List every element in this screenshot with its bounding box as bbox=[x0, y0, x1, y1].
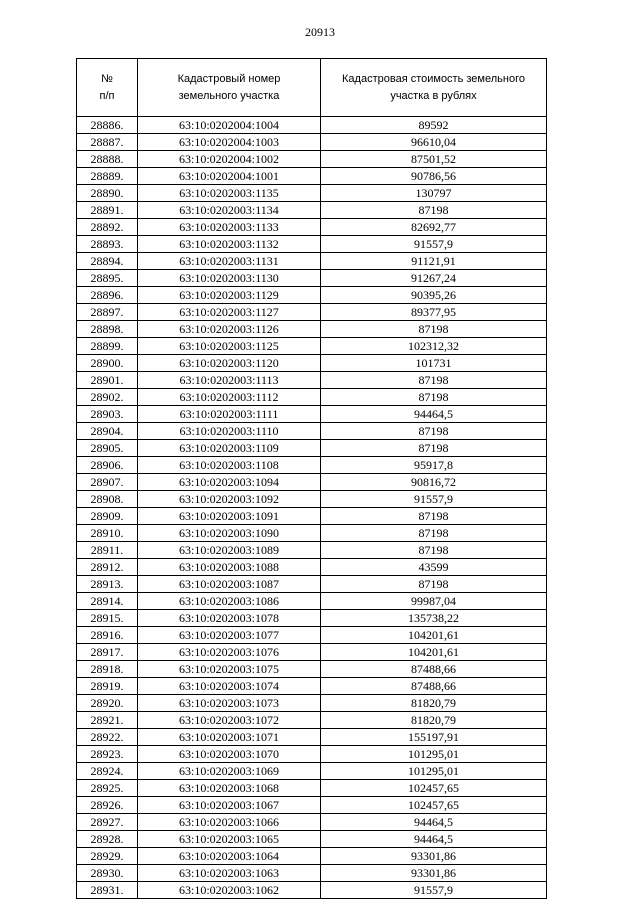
table-row bbox=[77, 678, 547, 695]
cadastral-value: 93301,86 bbox=[321, 848, 547, 865]
cadastral-number: 63:10:0202003:1077 bbox=[138, 627, 321, 644]
header-number: № п/п bbox=[77, 59, 138, 117]
row-number: 28904. bbox=[77, 423, 138, 440]
cadastral-number: 63:10:0202003:1088 bbox=[138, 559, 321, 576]
cadastral-value: 87198 bbox=[321, 321, 547, 338]
cadastral-value: 101295,01 bbox=[321, 746, 547, 763]
cadastral-value: 90786,56 bbox=[321, 168, 547, 185]
table-row bbox=[77, 780, 547, 797]
header-cadastral-value: Кадастровая стоимость земельного участка в рублях bbox=[321, 59, 547, 117]
table-row bbox=[77, 117, 547, 134]
table-row bbox=[77, 729, 547, 746]
table-row bbox=[77, 593, 547, 610]
cadastral-number: 63:10:0202003:1086 bbox=[138, 593, 321, 610]
row-number: 28923. bbox=[77, 746, 138, 763]
table-row bbox=[77, 321, 547, 338]
table-row bbox=[77, 338, 547, 355]
cadastral-number: 63:10:0202003:1129 bbox=[138, 287, 321, 304]
cadastral-value: 94464,5 bbox=[321, 406, 547, 423]
cadastral-number: 63:10:0202003:1090 bbox=[138, 525, 321, 542]
table-row bbox=[77, 848, 547, 865]
cadastral-number: 63:10:0202003:1076 bbox=[138, 644, 321, 661]
cadastral-value: 81820,79 bbox=[321, 695, 547, 712]
table-row bbox=[77, 151, 547, 168]
table-row bbox=[77, 202, 547, 219]
cadastral-value: 81820,79 bbox=[321, 712, 547, 729]
cadastral-number: 63:10:0202004:1002 bbox=[138, 151, 321, 168]
row-number: 28892. bbox=[77, 219, 138, 236]
table-row bbox=[77, 372, 547, 389]
cadastral-number: 63:10:0202003:1072 bbox=[138, 712, 321, 729]
cadastral-value: 91557,9 bbox=[321, 236, 547, 253]
table-row bbox=[77, 610, 547, 627]
row-number: 28897. bbox=[77, 304, 138, 321]
cadastral-number: 63:10:0202003:1073 bbox=[138, 695, 321, 712]
cadastral-number: 63:10:0202003:1065 bbox=[138, 831, 321, 848]
row-number: 28905. bbox=[77, 440, 138, 457]
cadastral-value: 87501,52 bbox=[321, 151, 547, 168]
cadastral-value: 99987,04 bbox=[321, 593, 547, 610]
cadastral-value: 90395,26 bbox=[321, 287, 547, 304]
table-row bbox=[77, 797, 547, 814]
cadastral-value: 87488,66 bbox=[321, 661, 547, 678]
cadastral-number: 63:10:0202003:1133 bbox=[138, 219, 321, 236]
cadastral-value: 87198 bbox=[321, 423, 547, 440]
row-number: 28920. bbox=[77, 695, 138, 712]
row-number: 28914. bbox=[77, 593, 138, 610]
table-row bbox=[77, 236, 547, 253]
row-number: 28895. bbox=[77, 270, 138, 287]
table-row bbox=[77, 865, 547, 882]
cadastral-number: 63:10:0202003:1069 bbox=[138, 763, 321, 780]
row-number: 28899. bbox=[77, 338, 138, 355]
cadastral-number: 63:10:0202003:1120 bbox=[138, 355, 321, 372]
cadastral-value: 135738,22 bbox=[321, 610, 547, 627]
cadastral-number: 63:10:0202003:1074 bbox=[138, 678, 321, 695]
table-row bbox=[77, 831, 547, 848]
table-row bbox=[77, 406, 547, 423]
cadastral-number: 63:10:0202003:1135 bbox=[138, 185, 321, 202]
cadastral-value: 104201,61 bbox=[321, 644, 547, 661]
cadastral-value: 94464,5 bbox=[321, 831, 547, 848]
table-row bbox=[77, 389, 547, 406]
cadastral-number: 63:10:0202003:1110 bbox=[138, 423, 321, 440]
cadastral-value: 101295,01 bbox=[321, 763, 547, 780]
row-number: 28893. bbox=[77, 236, 138, 253]
row-number: 28925. bbox=[77, 780, 138, 797]
table-row bbox=[77, 508, 547, 525]
cadastral-number: 63:10:0202003:1127 bbox=[138, 304, 321, 321]
row-number: 28913. bbox=[77, 576, 138, 593]
row-number: 28924. bbox=[77, 763, 138, 780]
cadastral-number: 63:10:0202003:1134 bbox=[138, 202, 321, 219]
cadastral-number: 63:10:0202003:1071 bbox=[138, 729, 321, 746]
cadastral-value: 95917,8 bbox=[321, 457, 547, 474]
cadastral-number: 63:10:0202003:1066 bbox=[138, 814, 321, 831]
row-number: 28906. bbox=[77, 457, 138, 474]
row-number: 28922. bbox=[77, 729, 138, 746]
cadastral-number: 63:10:0202003:1109 bbox=[138, 440, 321, 457]
row-number: 28929. bbox=[77, 848, 138, 865]
cadastral-value: 87198 bbox=[321, 389, 547, 406]
row-number: 28918. bbox=[77, 661, 138, 678]
table-row bbox=[77, 474, 547, 491]
cadastral-number: 63:10:0202003:1131 bbox=[138, 253, 321, 270]
row-number: 28916. bbox=[77, 627, 138, 644]
row-number: 28898. bbox=[77, 321, 138, 338]
cadastral-value: 90816,72 bbox=[321, 474, 547, 491]
cadastral-number: 63:10:0202003:1094 bbox=[138, 474, 321, 491]
table-row bbox=[77, 695, 547, 712]
cadastral-value: 87488,66 bbox=[321, 678, 547, 695]
row-number: 28887. bbox=[77, 134, 138, 151]
table-row bbox=[77, 304, 547, 321]
table-row bbox=[77, 661, 547, 678]
cadastral-number: 63:10:0202003:1130 bbox=[138, 270, 321, 287]
cadastral-number: 63:10:0202003:1064 bbox=[138, 848, 321, 865]
cadastral-number: 63:10:0202003:1111 bbox=[138, 406, 321, 423]
cadastral-number: 63:10:0202003:1068 bbox=[138, 780, 321, 797]
table-row bbox=[77, 644, 547, 661]
cadastral-number: 63:10:0202004:1001 bbox=[138, 168, 321, 185]
cadastral-number: 63:10:0202003:1067 bbox=[138, 797, 321, 814]
cadastral-number: 63:10:0202003:1089 bbox=[138, 542, 321, 559]
cadastral-number: 63:10:0202003:1113 bbox=[138, 372, 321, 389]
row-number: 28889. bbox=[77, 168, 138, 185]
row-number: 28928. bbox=[77, 831, 138, 848]
cadastral-number: 63:10:0202003:1075 bbox=[138, 661, 321, 678]
table-row bbox=[77, 746, 547, 763]
cadastral-number: 63:10:0202003:1070 bbox=[138, 746, 321, 763]
header-row bbox=[77, 59, 547, 117]
table-row bbox=[77, 712, 547, 729]
cadastral-value: 43599 bbox=[321, 559, 547, 576]
cadastral-number: 63:10:0202004:1003 bbox=[138, 134, 321, 151]
header-cadastral-number: Кадастровый номер земельного участка bbox=[138, 59, 321, 117]
row-number: 28909. bbox=[77, 508, 138, 525]
row-number: 28908. bbox=[77, 491, 138, 508]
cadastral-value: 87198 bbox=[321, 542, 547, 559]
row-number: 28900. bbox=[77, 355, 138, 372]
table-row bbox=[77, 457, 547, 474]
cadastral-value: 102457,65 bbox=[321, 797, 547, 814]
row-number: 28901. bbox=[77, 372, 138, 389]
row-number: 28907. bbox=[77, 474, 138, 491]
table-row bbox=[77, 542, 547, 559]
row-number: 28921. bbox=[77, 712, 138, 729]
cadastral-value: 155197,91 bbox=[321, 729, 547, 746]
cadastral-value: 87198 bbox=[321, 372, 547, 389]
table-row bbox=[77, 355, 547, 372]
table-row bbox=[77, 559, 547, 576]
table-row bbox=[77, 440, 547, 457]
table-row bbox=[77, 814, 547, 831]
row-number: 28894. bbox=[77, 253, 138, 270]
row-number: 28903. bbox=[77, 406, 138, 423]
cadastral-value: 87198 bbox=[321, 576, 547, 593]
cadastral-number: 63:10:0202003:1078 bbox=[138, 610, 321, 627]
cadastral-number: 63:10:0202003:1092 bbox=[138, 491, 321, 508]
cadastral-number: 63:10:0202003:1125 bbox=[138, 338, 321, 355]
cadastral-value: 91557,9 bbox=[321, 882, 547, 899]
table-row bbox=[77, 287, 547, 304]
table-row bbox=[77, 763, 547, 780]
cadastral-value: 104201,61 bbox=[321, 627, 547, 644]
cadastral-value: 96610,04 bbox=[321, 134, 547, 151]
row-number: 28919. bbox=[77, 678, 138, 695]
page-number: 20913 bbox=[305, 25, 335, 39]
cadastral-value: 89592 bbox=[321, 117, 547, 134]
cadastral-value: 87198 bbox=[321, 525, 547, 542]
row-number: 28890. bbox=[77, 185, 138, 202]
cadastral-number: 63:10:0202003:1091 bbox=[138, 508, 321, 525]
cadastral-number: 63:10:0202003:1108 bbox=[138, 457, 321, 474]
cadastral-value: 94464,5 bbox=[321, 814, 547, 831]
table-row bbox=[77, 882, 547, 899]
cadastral-number: 63:10:0202003:1126 bbox=[138, 321, 321, 338]
row-number: 28911. bbox=[77, 542, 138, 559]
cadastral-value-table bbox=[76, 58, 547, 899]
cadastral-value: 82692,77 bbox=[321, 219, 547, 236]
cadastral-number: 63:10:0202003:1062 bbox=[138, 882, 321, 899]
table-row bbox=[77, 270, 547, 287]
cadastral-value: 87198 bbox=[321, 508, 547, 525]
table-row bbox=[77, 423, 547, 440]
table-row bbox=[77, 627, 547, 644]
table-row bbox=[77, 168, 547, 185]
table-row bbox=[77, 491, 547, 508]
cadastral-value: 91557,9 bbox=[321, 491, 547, 508]
cadastral-number: 63:10:0202003:1063 bbox=[138, 865, 321, 882]
row-number: 28931. bbox=[77, 882, 138, 899]
cadastral-number: 63:10:0202003:1132 bbox=[138, 236, 321, 253]
cadastral-value: 101731 bbox=[321, 355, 547, 372]
table-row bbox=[77, 576, 547, 593]
row-number: 28915. bbox=[77, 610, 138, 627]
row-number: 28888. bbox=[77, 151, 138, 168]
cadastral-number: 63:10:0202004:1004 bbox=[138, 117, 321, 134]
table-row bbox=[77, 253, 547, 270]
cadastral-value: 87198 bbox=[321, 440, 547, 457]
table-row bbox=[77, 185, 547, 202]
row-number: 28930. bbox=[77, 865, 138, 882]
row-number: 28910. bbox=[77, 525, 138, 542]
table-header bbox=[77, 59, 547, 117]
cadastral-value: 102457,65 bbox=[321, 780, 547, 797]
cadastral-value: 87198 bbox=[321, 202, 547, 219]
cadastral-value: 130797 bbox=[321, 185, 547, 202]
cadastral-value: 93301,86 bbox=[321, 865, 547, 882]
table-row bbox=[77, 525, 547, 542]
cadastral-value: 91121,91 bbox=[321, 253, 547, 270]
cadastral-number: 63:10:0202003:1112 bbox=[138, 389, 321, 406]
row-number: 28912. bbox=[77, 559, 138, 576]
row-number: 28926. bbox=[77, 797, 138, 814]
table-row bbox=[77, 219, 547, 236]
row-number: 28886. bbox=[77, 117, 138, 134]
cadastral-number: 63:10:0202003:1087 bbox=[138, 576, 321, 593]
row-number: 28927. bbox=[77, 814, 138, 831]
cadastral-value: 91267,24 bbox=[321, 270, 547, 287]
cadastral-value: 102312,32 bbox=[321, 338, 547, 355]
table-row bbox=[77, 134, 547, 151]
row-number: 28917. bbox=[77, 644, 138, 661]
row-number: 28896. bbox=[77, 287, 138, 304]
cadastral-value: 89377,95 bbox=[321, 304, 547, 321]
table-body bbox=[77, 117, 547, 899]
row-number: 28902. bbox=[77, 389, 138, 406]
row-number: 28891. bbox=[77, 202, 138, 219]
